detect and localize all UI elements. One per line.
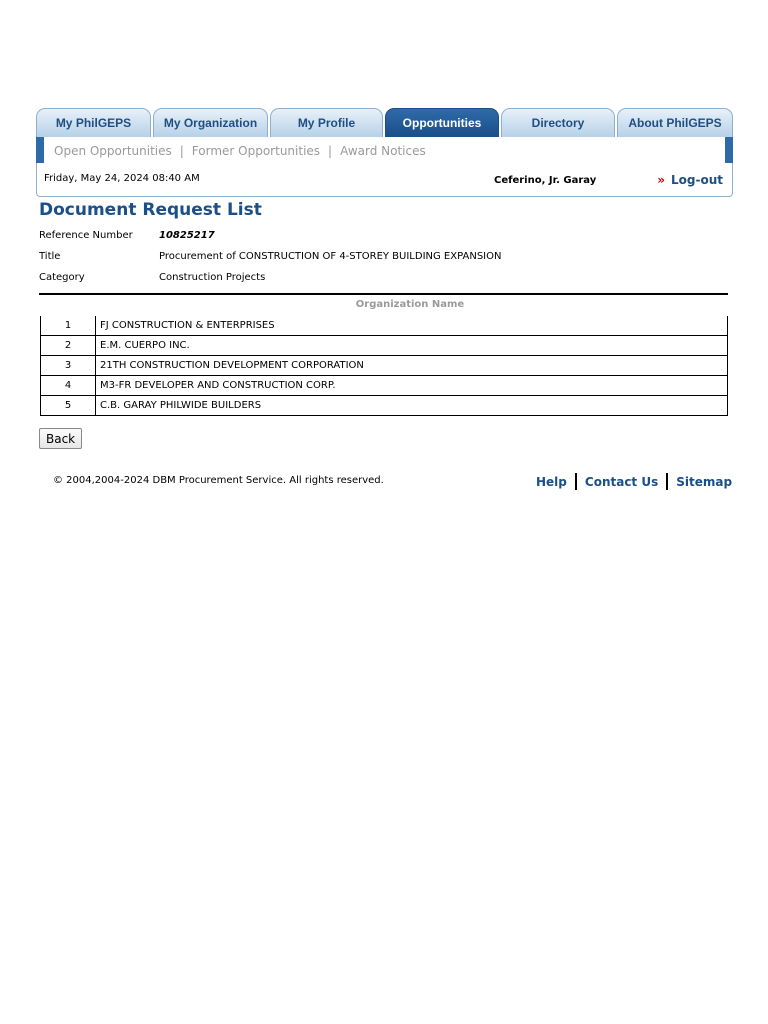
table-row (41, 396, 728, 416)
organization-name: FJ CONSTRUCTION & ENTERPRISES (96, 316, 728, 336)
footer-links (536, 473, 732, 490)
subnav-open-opportunities[interactable]: Open Opportunities (54, 144, 172, 158)
row-number: 4 (41, 376, 96, 396)
footer-separator (666, 473, 668, 490)
table-row (41, 316, 728, 336)
row-number: 3 (41, 356, 96, 376)
help-link[interactable]: Help (536, 474, 567, 489)
subnav-former-opportunities[interactable]: Former Opportunities (191, 144, 321, 158)
sitemap-link[interactable]: Sitemap (676, 474, 733, 489)
row-number: 1 (41, 316, 96, 336)
logout-link[interactable] (657, 173, 723, 187)
table-row (41, 356, 728, 376)
footer-separator (575, 473, 577, 490)
user-name: Ceferino, Jr. Garay (494, 175, 597, 186)
title-label: Title (39, 251, 61, 262)
panel-right-accent (725, 137, 733, 163)
divider (39, 293, 728, 295)
logout-label: Log-out (671, 173, 723, 187)
panel-left-accent (36, 137, 44, 163)
double-chevron-right-icon: » (657, 173, 666, 187)
current-datetime: Friday, May 24, 2024 08:40 AM (44, 173, 200, 184)
tab-my-philgeps[interactable]: My PhilGEPS (36, 108, 151, 137)
title-value: Procurement of CONSTRUCTION OF 4-STOREY BUILDING EXPANSION (159, 251, 502, 262)
organization-name: M3-FR DEVELOPER AND CONSTRUCTION CORP. (96, 376, 728, 396)
tab-my-organization[interactable]: My Organization (153, 108, 268, 137)
contact-us-link[interactable]: Contact Us (584, 474, 659, 489)
main-tabs (36, 108, 733, 138)
tab-my-profile[interactable]: My Profile (270, 108, 383, 137)
category-value: Construction Projects (159, 272, 266, 283)
back-button[interactable]: Back (39, 428, 82, 449)
reference-label: Reference Number (39, 230, 133, 241)
column-header-organization-name: Organization Name (355, 299, 465, 310)
copyright: © 2004,2004-2024 DBM Procurement Service. All rights reserved. (53, 475, 384, 486)
subnav-separator: | (328, 144, 333, 158)
table-row (41, 336, 728, 356)
row-number: 5 (41, 396, 96, 416)
subnav (54, 144, 426, 158)
tab-about-philgeps[interactable]: About PhilGEPS (617, 108, 733, 137)
subnav-award-notices[interactable]: Award Notices (340, 144, 426, 158)
subnav-panel (36, 137, 733, 197)
reference-value: 10825217 (159, 230, 215, 241)
tab-opportunities[interactable]: Opportunities (385, 108, 499, 137)
category-label: Category (39, 272, 85, 283)
organization-name: C.B. GARAY PHILWIDE BUILDERS (96, 396, 728, 416)
tab-directory[interactable]: Directory (501, 108, 615, 137)
organization-name: 21TH CONSTRUCTION DEVELOPMENT CORPORATION (96, 356, 728, 376)
row-number: 2 (41, 336, 96, 356)
organization-name: E.M. CUERPO INC. (96, 336, 728, 356)
subnav-separator: | (179, 144, 184, 158)
page-title: Document Request List (39, 200, 262, 220)
table-row (41, 376, 728, 396)
organization-table (40, 316, 728, 416)
